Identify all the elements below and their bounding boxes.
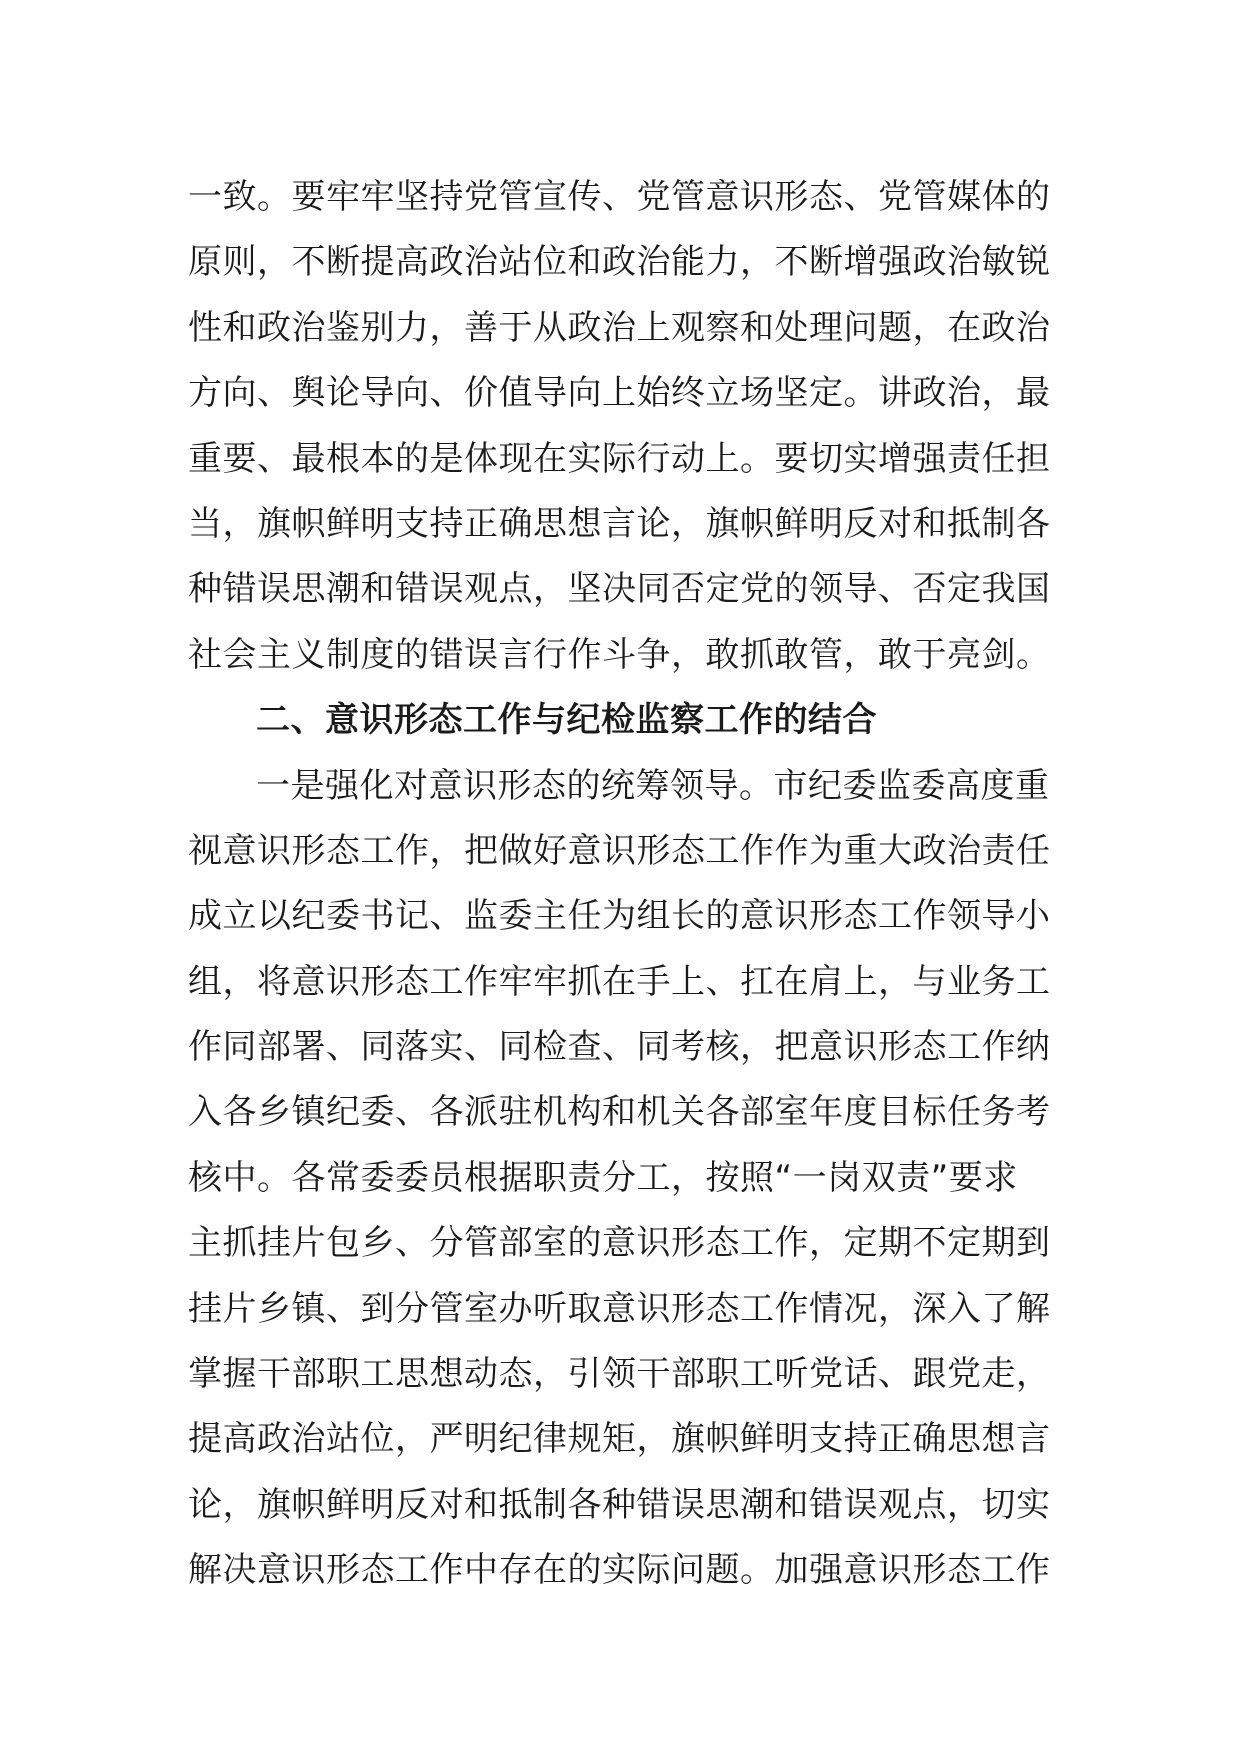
body-line: 入各乡镇纪委、各派驻机构和机关各部室年度目标任务考	[188, 1092, 1051, 1133]
paragraph-first-line: 一是强化对意识形态的统筹领导。市纪委监委高度重	[256, 765, 1050, 806]
body-line: 挂片乡镇、到分管室办听取意识形态工作情况，深入了解	[188, 1288, 1051, 1329]
body-line: 成立以纪委书记、监委主任为组长的意识形态工作领导小	[188, 896, 1051, 937]
body-line: 原则，不断提高政治站位和政治能力，不断增强政治敏锐	[188, 242, 1051, 283]
body-line: 性和政治鉴别力，善于从政治上观察和处理问题，在政治	[188, 307, 1051, 348]
body-line: 视意识形态工作，把做好意识形态工作作为重大政治责任	[188, 830, 1051, 871]
body-line: 当，旗帜鲜明支持正确思想言论，旗帜鲜明反对和抵制各	[188, 503, 1051, 544]
body-line: 作同部署、同落实、同检查、同考核，把意识形态工作纳	[188, 1027, 1051, 1068]
body-line: 种错误思潮和错误观点，坚决同否定党的领导、否定我国	[188, 569, 1051, 610]
body-line: 解决意识形态工作中存在的实际问题。加强意识形态工作	[188, 1550, 1051, 1591]
document-body	[188, 165, 1058, 1604]
body-line: 主抓挂片包乡、分管部室的意识形态工作，定期不定期到	[188, 1223, 1051, 1264]
section-heading: 二、意识形态工作与纪检监察工作的结合	[256, 700, 877, 741]
body-line: 重要、最根本的是体现在实际行动上。要切实增强责任担	[188, 438, 1051, 479]
body-line: 组，将意识形态工作牢牢抓在手上、扛在肩上，与业务工	[188, 961, 1051, 1002]
body-line: 掌握干部职工思想动态，引领干部职工听党话、跟党走，	[188, 1354, 1051, 1395]
body-line: 社会主义制度的错误言行作斗争，敢抓敢管，敢于亮剑。	[188, 634, 1051, 675]
body-line: 提高政治站位，严明纪律规矩，旗帜鲜明支持正确思想言	[188, 1419, 1051, 1460]
body-line: 方向、舆论导向、价值导向上始终立场坚定。讲政治，最	[188, 373, 1051, 414]
body-line: 核中。各常委委员根据职责分工，按照“一岗双责”要求	[188, 1157, 1018, 1198]
body-line: 一致。要牢牢坚持党管宣传、党管意识形态、党管媒体的	[188, 177, 1051, 217]
body-line: 论，旗帜鲜明反对和抵制各种错误思潮和错误观点，切实	[188, 1484, 1051, 1525]
